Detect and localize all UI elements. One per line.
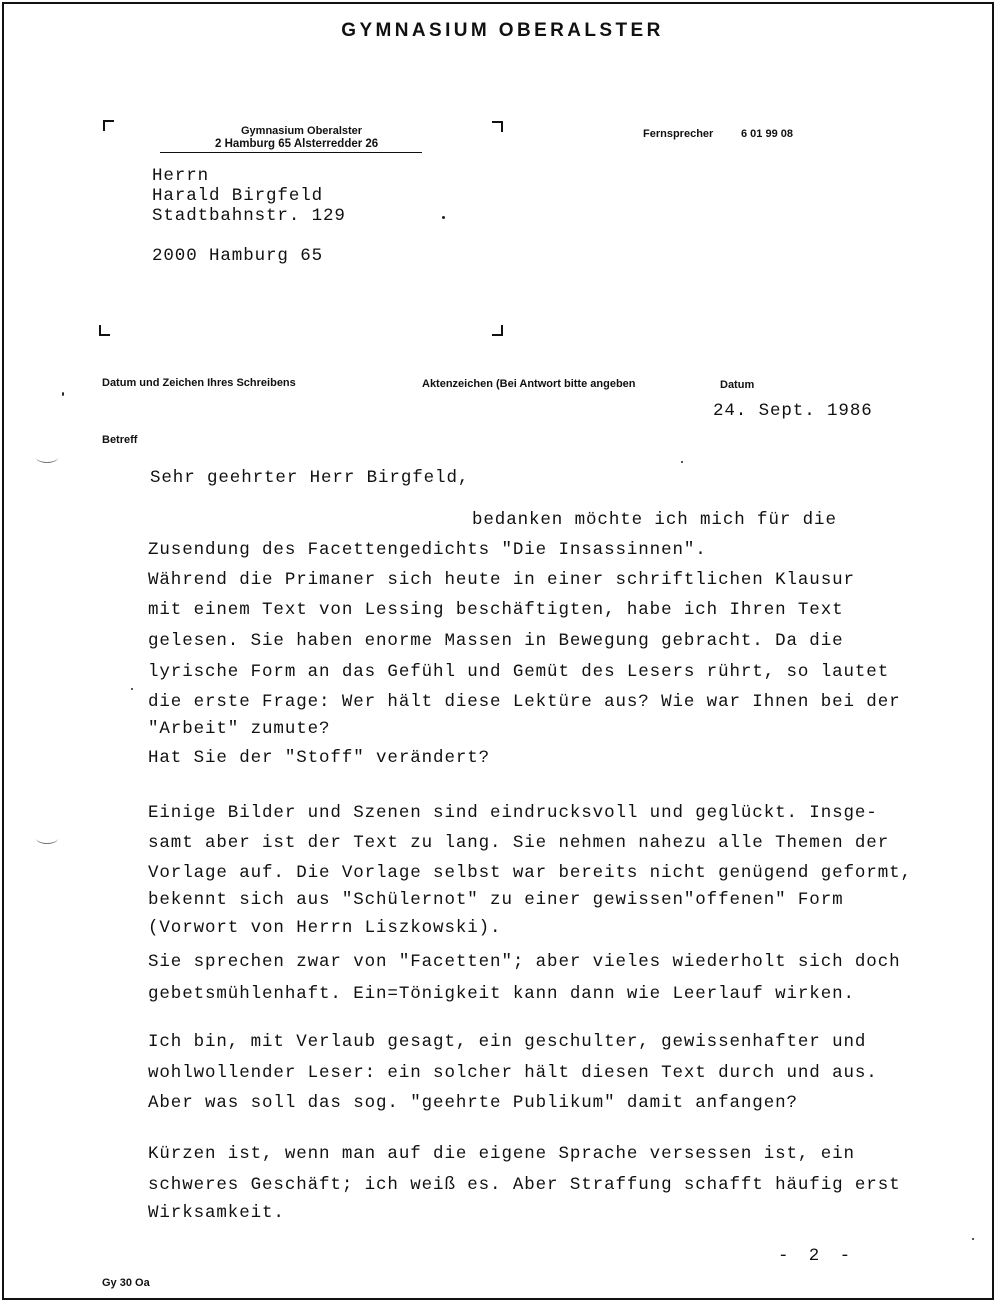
body-line: bekennt sich aus "Schülernot" zu einer gewissen"offenen" Form — [148, 890, 844, 910]
body-line: Ich bin, mit Verlaub gesagt, ein geschulter, gewissenhafter und — [148, 1032, 867, 1052]
form-code: Gy 30 Oa — [102, 1277, 150, 1289]
body-line: "Arbeit" zumute? — [148, 719, 331, 739]
scan-speck — [972, 1238, 974, 1240]
address-window-corner-bottom-left — [99, 325, 110, 336]
body-line: die erste Frage: Wer hält diese Lektüre aus? Wie war Ihnen bei der — [148, 692, 901, 712]
body-line: Einige Bilder und Szenen sind eindrucksvoll und geglückt. Insge- — [148, 803, 878, 823]
body-line: lyrische Form an das Gefühl und Gemüt des Lesers rührt, so lautet — [148, 662, 890, 682]
body-line: schweres Geschäft; ich weiß es. Aber Straffung schafft häufig erst — [148, 1175, 901, 1195]
body-line: Zusendung des Facettengedichts "Die Insassinnen". — [148, 540, 707, 560]
scan-speck — [442, 216, 445, 219]
address-window-corner-top-right — [492, 121, 503, 132]
letter-date: 24. Sept. 1986 — [713, 401, 873, 421]
punch-hole-mark — [36, 833, 58, 844]
address-window-corner-bottom-right — [492, 325, 503, 336]
your-reference-label: Datum und Zeichen Ihres Schreibens — [102, 377, 296, 389]
sender-name: Gymnasium Oberalster — [241, 125, 363, 137]
body-line: wohlwollender Leser: ein solcher hält diesen Text durch und aus. — [148, 1063, 878, 1083]
recipient-salutation: Herrn — [152, 166, 210, 186]
recipient-name: Harald Birgfeld — [152, 186, 324, 206]
body-line: samt aber ist der Text zu lang. Sie nehmen nahezu alle Themen der — [148, 833, 890, 853]
body-line: Während die Primaner sich heute in einer schriftlichen Klausur — [148, 570, 855, 590]
body-line: Sie sprechen zwar von "Facetten"; aber vieles wiederholt sich doch — [148, 952, 901, 972]
body-line: mit einem Text von Lessing beschäftigten, habe ich Ihren Text — [148, 600, 844, 620]
punch-hole-mark — [36, 452, 58, 463]
scan-speck — [131, 688, 133, 690]
phone-label: Fernsprecher — [643, 128, 714, 140]
sender-underline — [160, 152, 422, 153]
body-line: Vorlage auf. Die Vorlage selbst war bereits nicht genügend geformt, — [148, 863, 912, 883]
date-label: Datum — [720, 379, 755, 391]
subject-label: Betreff — [102, 434, 138, 446]
address-window-corner-top-left — [103, 120, 114, 131]
page-continuation-marker: - 2 - — [778, 1246, 852, 1266]
greeting: Sehr geehrter Herr Birgfeld, — [150, 468, 470, 488]
sender-address: 2 Hamburg 65 Alsterredder 26 — [215, 138, 379, 150]
body-line: (Vorwort von Herrn Liszkowski). — [148, 918, 502, 938]
body-line: Kürzen ist, wenn man auf die eigene Sprache versessen ist, ein — [148, 1144, 855, 1164]
body-line: gebetsmühlenhaft. Ein=Tönigkeit kann dann wie Leerlauf wirken. — [148, 984, 855, 1004]
body-line: Hat Sie der "Stoff" verändert? — [148, 748, 491, 768]
file-reference-label: Aktenzeichen (Bei Antwort bitte angeben — [422, 378, 636, 390]
body-line: Aber was soll das sog. "geehrte Publikum" damit anfangen? — [148, 1093, 798, 1113]
recipient-city: 2000 Hamburg 65 — [152, 246, 324, 266]
school-name-header: GYMNASIUM OBERALSTER — [341, 20, 664, 41]
phone-number: 6 01 99 08 — [741, 128, 793, 140]
body-line: bedanken möchte ich mich für die — [472, 510, 837, 530]
scan-speck — [62, 392, 64, 396]
body-line: Wirksamkeit. — [148, 1203, 285, 1223]
recipient-street: Stadtbahnstr. 129 — [152, 206, 346, 226]
body-line: gelesen. Sie haben enorme Massen in Bewegung gebracht. Da die — [148, 631, 844, 651]
scan-speck — [681, 461, 683, 463]
